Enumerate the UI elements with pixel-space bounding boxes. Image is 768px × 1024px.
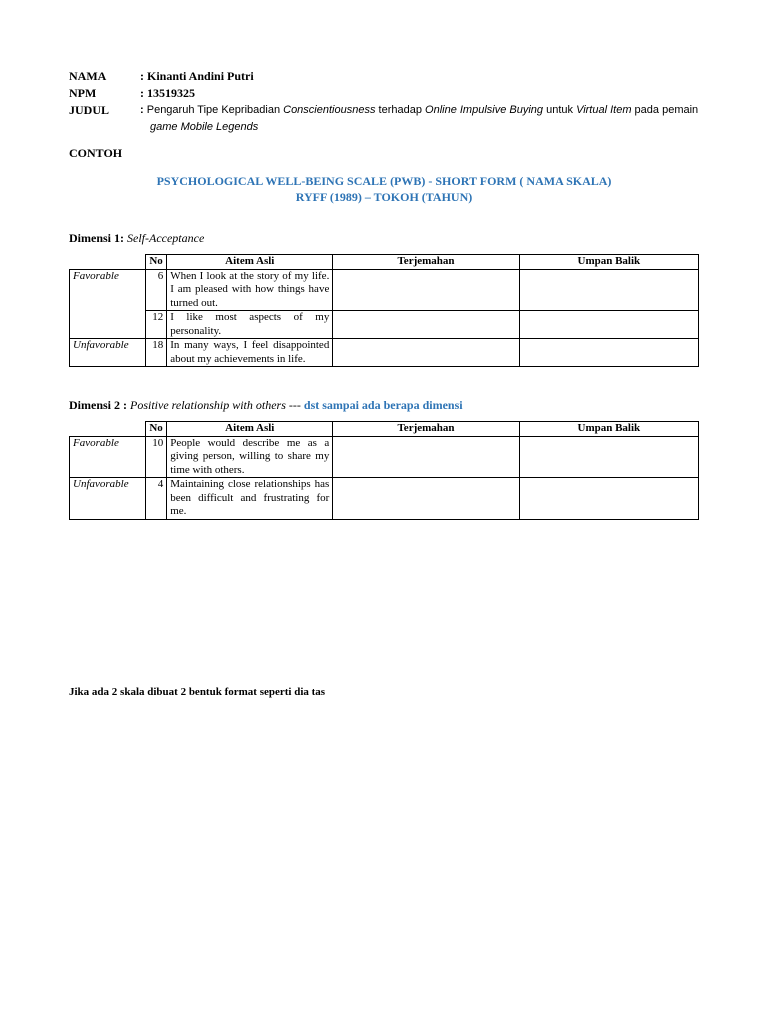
npm-label: NPM	[69, 86, 97, 100]
umpan-balik-cell[interactable]	[519, 311, 698, 339]
empty-header-cell	[70, 255, 146, 270]
umpan-balik-cell[interactable]	[519, 339, 698, 367]
dimensi1-label: Dimensi 1:	[69, 231, 124, 245]
umpan-balik-cell[interactable]	[519, 269, 698, 311]
col-umpan: Umpan Balik	[519, 255, 698, 270]
table-row	[70, 269, 699, 311]
col-umpan: Umpan Balik	[519, 422, 698, 437]
scale-title-line1: PSYCHOLOGICAL WELL-BEING SCALE (PWB) - SHORT FORM ( NAMA SKALA)	[156, 174, 612, 188]
col-terjemahan: Terjemahan	[333, 422, 519, 437]
scale-title	[0, 173, 768, 205]
item-no: 4	[145, 478, 166, 520]
judul-part: terhadap	[375, 104, 426, 116]
table-row	[70, 436, 699, 478]
terjemahan-cell[interactable]	[333, 269, 519, 311]
dimensi2-name: Positive relationship with others	[130, 398, 286, 412]
table-row	[70, 339, 699, 367]
item-text: When I look at the story of my life. I am pleased with how things have turned out.	[167, 269, 333, 311]
col-no: No	[145, 255, 166, 270]
judul-part: untuk	[543, 104, 577, 116]
judul-part: Virtual Item	[576, 104, 632, 116]
judul-part: Online Impulsive Buying	[425, 104, 544, 116]
umpan-balik-cell[interactable]	[519, 436, 698, 478]
dimensi2-sep: ---	[285, 398, 304, 412]
judul-part: Conscientiousness	[283, 104, 376, 116]
judul-label: JUDUL	[69, 103, 110, 117]
dimensi1-table	[69, 254, 699, 367]
table-header-row	[70, 422, 699, 437]
dimensi2-label: Dimensi 2 :	[69, 398, 127, 412]
table-row	[70, 311, 699, 339]
item-no: 12	[145, 311, 166, 339]
empty-header-cell	[70, 422, 146, 437]
contoh-heading: CONTOH	[69, 146, 123, 160]
umpan-balik-cell[interactable]	[519, 478, 698, 520]
col-terjemahan: Terjemahan	[333, 255, 519, 270]
item-text: In many ways, I feel disappointed about my achievements in life.	[167, 339, 333, 367]
judul-value	[140, 102, 700, 136]
judul-colon: :	[140, 104, 147, 116]
judul-part: Pengaruh Tipe Kepribadian	[146, 104, 284, 116]
terjemahan-cell[interactable]	[333, 311, 519, 339]
dimensi1-heading	[69, 231, 204, 246]
dimensi2-note: dst sampai ada berapa dimensi	[303, 398, 463, 412]
terjemahan-cell[interactable]	[333, 478, 519, 520]
dimensi1-name: Self-Acceptance	[127, 231, 205, 245]
category-cell: Unfavorable	[70, 478, 146, 520]
item-no: 10	[145, 436, 166, 478]
npm-value: : 13519325	[140, 86, 195, 100]
table-header-row	[70, 255, 699, 270]
terjemahan-cell[interactable]	[333, 436, 519, 478]
item-no: 18	[145, 339, 166, 367]
dimensi2-table	[69, 421, 699, 520]
npm-row	[69, 85, 700, 102]
nama-row	[69, 68, 700, 85]
table-row	[70, 478, 699, 520]
nama-label: NAMA	[69, 69, 107, 83]
category-cell: Favorable	[70, 436, 146, 478]
item-no: 6	[145, 269, 166, 311]
judul-part: game Mobile Legends	[150, 121, 259, 133]
category-cell: Unfavorable	[70, 339, 146, 367]
col-no: No	[145, 422, 166, 437]
item-text: Maintaining close relationships has been difficult and frustrating for me.	[167, 478, 333, 520]
dimensi2-heading	[69, 398, 463, 413]
item-text: People would describe me as a giving person, willing to share my time with others.	[167, 436, 333, 478]
col-aitem: Aitem Asli	[167, 255, 333, 270]
item-text: I like most aspects of my personality.	[167, 311, 333, 339]
col-aitem: Aitem Asli	[167, 422, 333, 437]
judul-row	[69, 102, 700, 136]
category-cell: Favorable	[70, 269, 146, 339]
student-info	[69, 68, 700, 136]
footer-note: Jika ada 2 skala dibuat 2 bentuk format seperti dia tas	[69, 686, 326, 698]
scale-title-line2: RYFF (1989) – TOKOH (TAHUN)	[295, 190, 473, 204]
terjemahan-cell[interactable]	[333, 339, 519, 367]
judul-part: pada pemain	[631, 104, 699, 116]
nama-value: : Kinanti Andini Putri	[140, 69, 254, 83]
